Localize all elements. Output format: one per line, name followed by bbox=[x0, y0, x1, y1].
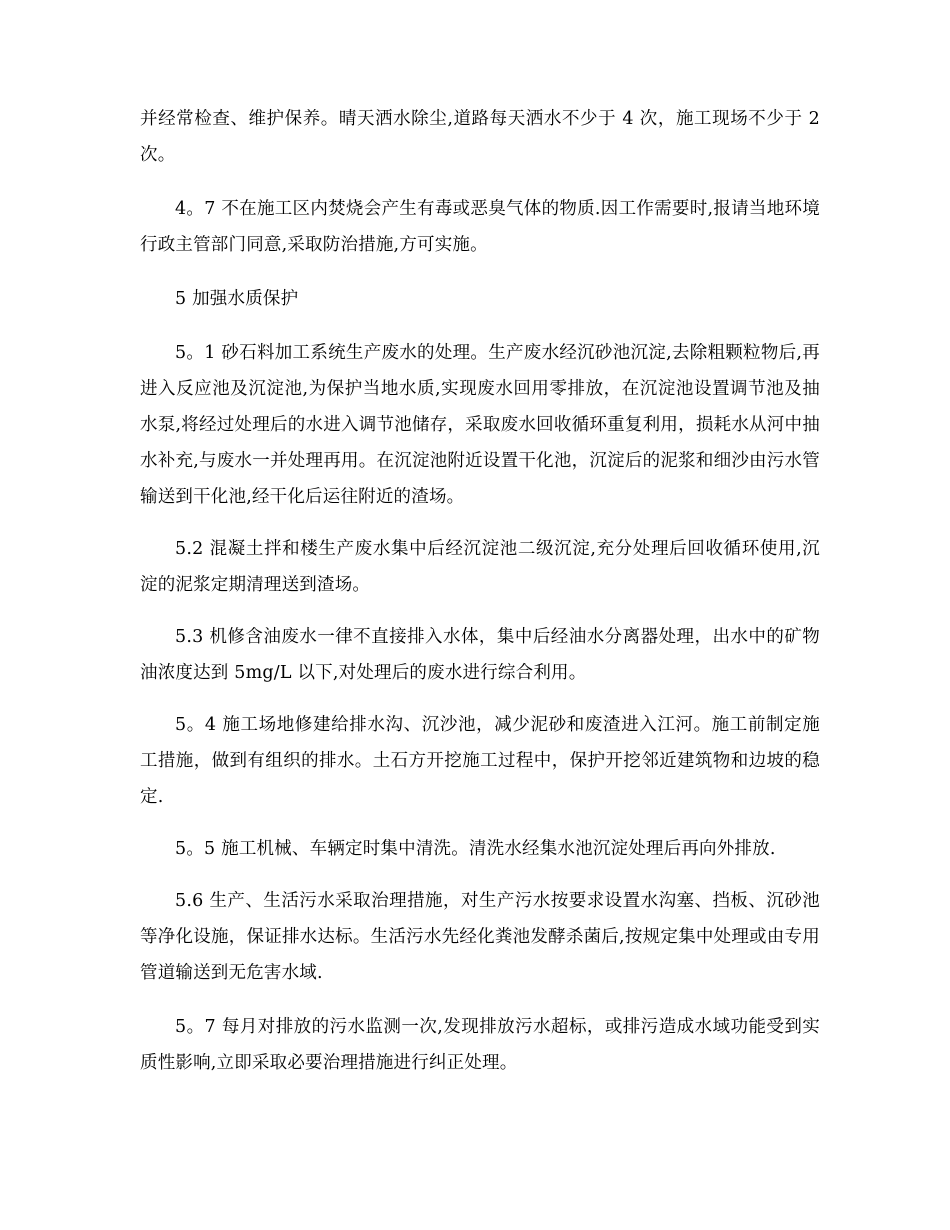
paragraph-5-2: 5.2 混凝土拌和楼生产废水集中后经沉淀池二级沉淀,充分处理后回收循环使用,沉淀的泥浆定期清理送到渣场。 bbox=[140, 539, 820, 595]
paragraph-dust-control-continuation: 并经常检查、维护保养。晴天洒水除尘,道路每天洒水不少于 4 次，施工现场不少于 2 次。 bbox=[140, 109, 820, 165]
paragraph-5-5: 5。5 施工机械、车辆定时集中清洗。清洗水经集水池沉淀处理后再向外排放. bbox=[175, 839, 776, 859]
paragraph-5-3: 5.3 机修含油废水一律不直接排入水体，集中后经油水分离器处理，出水中的矿物油浓度达到 5mg/L 以下,对处理后的废水进行综合利用。 bbox=[140, 627, 820, 683]
paragraph-5-7: 5。7 每月对排放的污水监测一次,发现排放污水超标，或排污造成水域功能受到实质性影响,立即采取必要治理措施进行纠正处理。 bbox=[140, 1017, 820, 1073]
paragraph-5-1: 5。1 砂石料加工系统生产废水的处理。生产废水经沉砂池沉淀,去除粗颗粒物后,再进入反应池及沉淀池,为保护当地水质,实现废水回用零排放，在沉淀池设置调节池及抽水泵,将经过处理后的水进入调节池储存，采取废水回收循环重复利用，损耗水从河中抽水补充,与废水一并处理再用。在沉淀池附近设置干化池，沉淀后的泥浆和细沙由污水管输送到干化池,经干化后运往附近的渣场。 bbox=[140, 343, 820, 507]
paragraph-5-4: 5。4 施工场地修建给排水沟、沉沙池，减少泥砂和废渣进入江河。施工前制定施工措施，做到有组织的排水。土石方开挖施工过程中，保护开挖邻近建筑物和边坡的稳定. bbox=[140, 715, 820, 807]
paragraph-5-6: 5.6 生产、生活污水采取治理措施，对生产污水按要求设置水沟塞、挡板、沉砂池等净化设施，保证排水达标。生活污水先经化粪池发酵杀菌后,按规定集中处理或由专用管道输送到无危害水域. bbox=[140, 891, 820, 983]
section-heading-water-quality: 5 加强水质保护 bbox=[175, 289, 299, 309]
paragraph-4-7: 4。7 不在施工区内焚烧会产生有毒或恶臭气体的物质.因工作需要时,报请当地环境行政主管部门同意,采取防治措施,方可实施。 bbox=[140, 199, 820, 255]
